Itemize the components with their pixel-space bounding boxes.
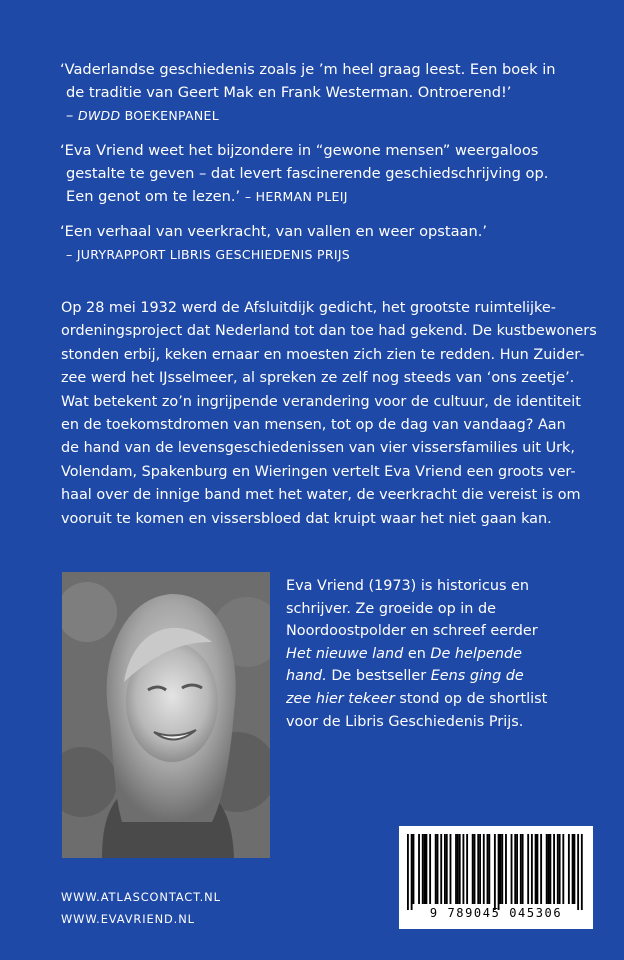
barcode-bar <box>440 834 442 904</box>
barcode-bar <box>435 834 437 904</box>
author-portrait-illustration <box>62 572 270 858</box>
barcode-bar <box>501 834 503 904</box>
barcode-bar <box>429 834 431 904</box>
barcode-bar <box>535 834 537 904</box>
source-boekenpanel: BOEKENPANEL <box>120 108 219 123</box>
bio-text: De bestseller <box>326 668 431 685</box>
barcode-bar <box>459 834 461 904</box>
barcode-bar <box>422 834 424 904</box>
author-bio <box>286 575 586 733</box>
barcode-bar <box>505 834 507 904</box>
bio-line: voor de Libris Geschiedenis Prijs. <box>286 713 524 730</box>
quote-line-last <box>60 185 580 208</box>
barcode-bar <box>548 834 550 904</box>
blurb-line: en de toekomstdromen van mensen, tot op de dag van vandaag? Aan <box>61 417 566 434</box>
title-eens-ging: Eens ging de <box>430 668 524 685</box>
blurb-line: Wat betekent zo’n ingrijpende verandering voor de cultuur, de identiteit <box>61 393 581 410</box>
title-de-helpende-hand-end: hand. <box>286 668 327 685</box>
barcode-bar <box>424 834 426 904</box>
barcode-bar <box>537 834 539 904</box>
barcode-bar <box>474 834 476 904</box>
barcode-bar <box>407 834 409 910</box>
blurb-line: ordeningsproject dat Nederland tot dan toe had gekend. De kustbewoners <box>61 323 597 340</box>
quote-source: – JURYRAPPORT LIBRIS GESCHIEDENIS PRIJS <box>66 247 351 262</box>
quote-line: ‘Vaderlandse geschiedenis zoals je ’m heel graag leest. Een boek in <box>60 61 556 78</box>
barcode-bar <box>553 834 555 904</box>
barcode-bar <box>514 834 516 904</box>
blurb-line: Volendam, Spakenburg en Wieringen vertelt Eva Vriend een groots ver- <box>61 463 576 480</box>
barcode-bar <box>527 834 529 904</box>
bio-line: schrijver. Ze groeide op in de <box>286 600 496 617</box>
barcode-bar <box>463 834 465 904</box>
barcode-bar <box>494 834 496 910</box>
barcode-bar <box>444 834 446 904</box>
quote-line: de traditie van Geert Mak en Frank Westerman. Ontroerend!’ <box>66 84 512 101</box>
barcode-bar <box>477 834 479 904</box>
barcode-bar <box>472 834 474 904</box>
blurb-line: vooruit te komen en vissersbloed dat kruipt waar het niet gaan kan. <box>61 510 552 527</box>
barcode-bar <box>562 834 564 904</box>
barcode-bar <box>479 834 481 904</box>
blurb-line: stonden erbij, keken ernaar en moesten zich zien te redden. Hun Zuider- <box>61 346 585 363</box>
barcode-bar <box>540 834 542 904</box>
bio-text: stond op de shortlist <box>394 690 548 707</box>
barcode-bar <box>483 834 485 904</box>
barcode-bar <box>522 834 524 904</box>
barcode-bar <box>500 834 502 904</box>
blurb-line: zee werd het IJsselmeer, al spreken ze zelf nog steeds van ‘ons zeetje’. <box>61 370 575 387</box>
barcode-bar <box>516 834 518 904</box>
quote-dwdd <box>60 58 580 127</box>
link-atlascontact[interactable]: WWW.ATLASCONTACT.NL <box>61 890 221 904</box>
barcode-bar <box>577 834 579 910</box>
barcode-bar <box>568 834 570 904</box>
bio-line <box>286 665 586 688</box>
blurb-line: Op 28 mei 1932 werd de Afsluitdijk gedicht, het grootste ruimtelijke- <box>61 300 556 316</box>
barcode-bar <box>511 834 513 904</box>
barcode-bar <box>574 834 576 904</box>
bio-text: en <box>403 645 431 662</box>
barcode-bar <box>557 834 559 904</box>
quote-line: ‘Eva Vriend weet het bijzondere in “gewone mensen” weergaloos <box>60 142 539 159</box>
barcode-bar <box>498 834 500 910</box>
title-eens-ging-end: zee hier tekeer <box>286 690 395 707</box>
barcode-bar <box>559 834 561 904</box>
bio-line: Eva Vriend (1973) is historicus en <box>286 578 529 594</box>
barcode-bar <box>457 834 459 904</box>
quote-source: – HERMAN PLEIJ <box>244 189 348 204</box>
isbn-number: 9 789045 045306 <box>429 906 563 920</box>
barcode-bar <box>466 834 468 904</box>
barcode-bar <box>411 834 413 910</box>
link-evavriend[interactable]: WWW.EVAVRIEND.NL <box>61 912 195 926</box>
barcode-bar <box>549 834 551 904</box>
barcode-bar <box>546 834 548 904</box>
barcode-bar <box>581 834 583 910</box>
barcode-bar <box>446 834 448 904</box>
barcode-bar <box>488 834 490 904</box>
quote-text: Een genot om te lezen.’ <box>66 188 245 205</box>
barcode-bar <box>520 834 522 904</box>
quote-source <box>60 104 580 127</box>
website-links <box>61 886 221 930</box>
blurb-line: haal over de innige band met het water, de veerkracht die vereist is om <box>61 487 581 504</box>
bio-line: Noordoostpolder en schreef eerder <box>286 623 538 640</box>
review-quotes <box>60 58 580 278</box>
blurb-line: de hand van de levensgeschiedenissen van vier vissersfamilies uit Urk, <box>61 440 575 457</box>
quote-line: ‘Een verhaal van veerkracht, van vallen en weer opstaan.’ <box>60 223 487 240</box>
quote-jury <box>60 220 580 266</box>
barcode <box>399 826 593 929</box>
title-het-nieuwe-land: Het nieuwe land <box>286 645 404 662</box>
barcode-bar <box>450 834 452 904</box>
author-photo <box>62 572 270 858</box>
source-dwdd: DWDD <box>77 108 121 123</box>
title-de-helpende-hand: De helpende <box>430 645 522 662</box>
source-dash: – <box>66 107 78 124</box>
barcode-bar <box>418 834 420 904</box>
book-blurb <box>61 297 597 531</box>
quote-line: gestalte te geven – dat levert fascinerende geschiedschrijving op. <box>66 165 549 182</box>
quote-pleij <box>60 139 580 208</box>
barcode-bar <box>487 834 489 904</box>
bio-line <box>286 688 586 711</box>
bio-line <box>286 643 586 666</box>
barcode-bar <box>531 834 533 904</box>
barcode-bar <box>426 834 428 904</box>
barcode-bar <box>455 834 457 904</box>
barcode-bar <box>437 834 439 904</box>
barcode-bar <box>413 834 415 904</box>
barcode-bar <box>572 834 574 904</box>
